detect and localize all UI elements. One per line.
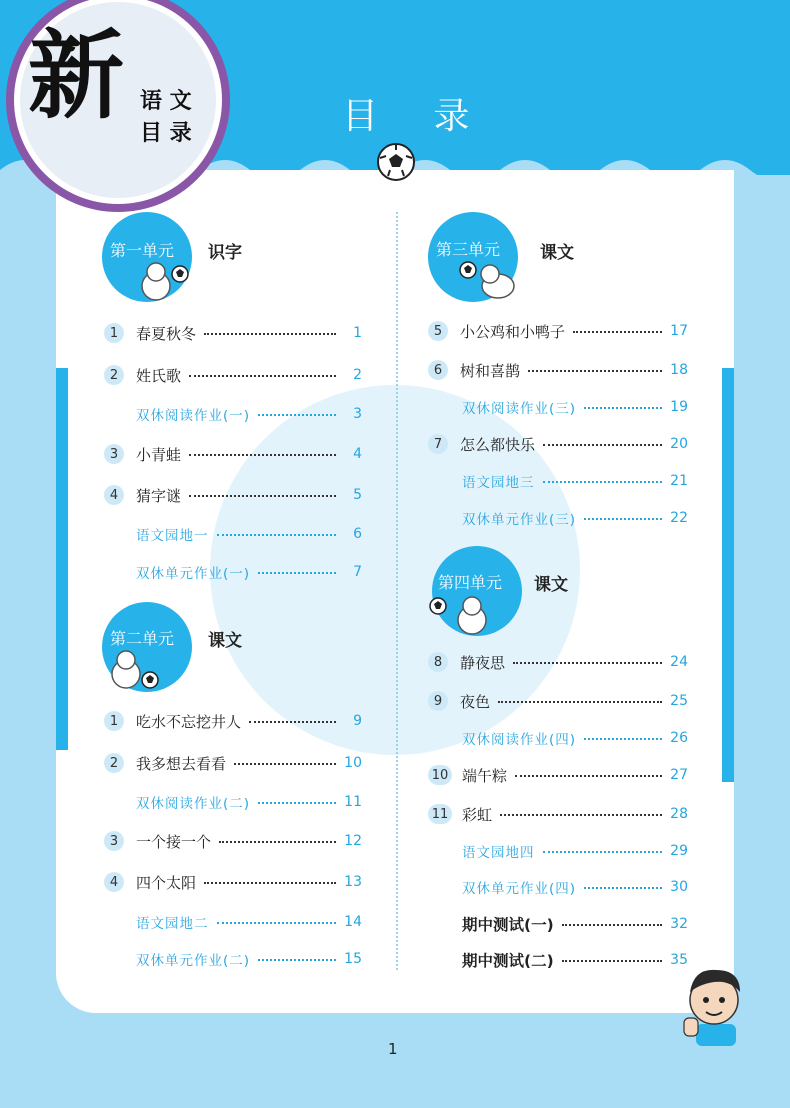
dot-leader — [258, 949, 336, 961]
toc-entry[interactable] — [104, 752, 362, 774]
lesson-title: 吃水不忘挖井人 — [136, 712, 242, 731]
dot-leader — [189, 444, 336, 456]
unit-4-label: 第四单元 — [438, 573, 503, 592]
lesson-number: 2 — [104, 365, 124, 385]
toc-entry[interactable] — [462, 840, 688, 862]
dot-leader — [498, 691, 662, 703]
lesson-title: 彩虹 — [462, 805, 493, 824]
page-ref: 14 — [344, 914, 362, 930]
lesson-title: 语文园地四 — [462, 845, 535, 861]
dot-leader — [217, 912, 337, 924]
lesson-number: 4 — [104, 872, 124, 892]
lesson-title: 春夏秋冬 — [136, 324, 197, 343]
lesson-title: 双休单元作业(四) — [462, 881, 577, 897]
page-ref: 29 — [670, 843, 688, 859]
dot-leader — [249, 711, 336, 723]
dot-leader — [234, 753, 336, 765]
page-ref: 1 — [353, 325, 362, 341]
unit-3-subtitle: 课文 — [540, 243, 574, 263]
dot-leader — [217, 524, 337, 536]
page-ref: 11 — [344, 794, 362, 810]
toc-entry[interactable] — [104, 830, 362, 852]
lesson-title: 语文园地三 — [462, 475, 535, 491]
dot-leader — [189, 365, 336, 377]
page-ref: 12 — [344, 833, 362, 849]
boy-mascot-icon — [680, 962, 750, 1046]
dot-leader — [258, 404, 336, 416]
lesson-title: 端午粽 — [462, 766, 508, 785]
lesson-title: 小公鸡和小鸭子 — [460, 322, 566, 341]
dot-leader — [584, 877, 662, 889]
toc-entry[interactable] — [104, 710, 362, 732]
toc-entry[interactable] — [462, 949, 688, 971]
toc-entry[interactable] — [136, 911, 362, 933]
toc-entry[interactable] — [462, 727, 688, 749]
dot-leader — [258, 792, 336, 804]
lesson-title: 我多想去看看 — [136, 754, 227, 773]
toc-entry[interactable] — [104, 871, 362, 893]
lesson-title: 双休阅读作业(三) — [462, 401, 577, 417]
dot-leader — [528, 360, 662, 372]
dot-leader — [500, 804, 662, 816]
toc-entry[interactable] — [136, 561, 362, 583]
page-ref: 27 — [670, 767, 688, 783]
page-ref: 4 — [353, 446, 362, 462]
dot-leader — [515, 765, 662, 777]
dot-leader — [204, 323, 336, 335]
dot-leader — [584, 508, 662, 520]
lesson-number: 1 — [104, 711, 124, 731]
lesson-title: 期中测试(一) — [462, 916, 554, 934]
toc-entry[interactable] — [136, 403, 362, 425]
lesson-number: 5 — [428, 321, 448, 341]
lesson-title: 双休单元作业(三) — [462, 512, 577, 528]
unit-4-subtitle: 课文 — [534, 575, 568, 595]
lesson-title: 双休单元作业(二) — [136, 953, 251, 969]
lesson-title: 期中测试(二) — [462, 952, 554, 970]
lesson-title: 小青蛙 — [136, 445, 182, 464]
page-ref: 25 — [670, 693, 688, 709]
page-ref: 19 — [670, 399, 688, 415]
page-ref: 35 — [670, 952, 688, 968]
toc-entry[interactable] — [462, 913, 688, 935]
page-ref: 26 — [670, 730, 688, 746]
page-ref: 21 — [670, 473, 688, 489]
page-ref: 10 — [344, 755, 362, 771]
badge-line2: 目 录 — [140, 121, 192, 146]
page-ref: 7 — [353, 564, 362, 580]
soccer-ball-icon — [376, 142, 416, 182]
toc-entry[interactable] — [136, 791, 362, 813]
lesson-title: 静夜思 — [460, 653, 506, 672]
dot-leader — [562, 914, 662, 926]
dot-leader — [543, 434, 662, 446]
page-ref: 2 — [353, 367, 362, 383]
lesson-number: 2 — [104, 753, 124, 773]
dot-leader — [189, 485, 336, 497]
page-ref: 5 — [353, 487, 362, 503]
right-accent-bar — [722, 368, 734, 782]
lesson-title: 夜色 — [460, 692, 491, 711]
page-ref: 24 — [670, 654, 688, 670]
lesson-title: 双休阅读作业(四) — [462, 732, 577, 748]
dot-leader — [219, 831, 336, 843]
lesson-number: 4 — [104, 485, 124, 505]
unit-1-subtitle: 识字 — [208, 243, 242, 263]
toc-entry[interactable] — [136, 523, 362, 545]
page-ref: 13 — [344, 874, 362, 890]
dot-leader — [543, 471, 663, 483]
lesson-title: 猜字谜 — [136, 486, 182, 505]
lesson-number: 1 — [104, 323, 124, 343]
lesson-title: 语文园地一 — [136, 528, 209, 544]
toc-entry[interactable] — [428, 651, 688, 673]
column-divider — [396, 212, 398, 970]
lesson-number: 10 — [428, 765, 452, 785]
lesson-title: 双休阅读作业(二) — [136, 796, 251, 812]
page-ref: 20 — [670, 436, 688, 452]
toc-entry[interactable] — [462, 876, 688, 898]
toc-entry[interactable] — [462, 470, 688, 492]
badge-character: 新 — [28, 19, 124, 132]
lesson-title: 姓氏歌 — [136, 366, 182, 385]
dot-leader — [204, 872, 336, 884]
unit-2-label: 第二单元 — [110, 629, 175, 648]
dot-leader — [584, 728, 662, 740]
lesson-title: 四个太阳 — [136, 873, 197, 892]
lesson-title: 双休单元作业(一) — [136, 566, 251, 582]
dinosaur-mascot-icon — [428, 592, 494, 638]
lesson-number: 9 — [428, 691, 448, 711]
dot-leader — [573, 321, 662, 333]
toc-entry[interactable] — [428, 320, 688, 342]
dot-leader — [562, 950, 662, 962]
page-ref: 30 — [670, 879, 688, 895]
page-ref: 28 — [670, 806, 688, 822]
lesson-number: 7 — [428, 434, 448, 454]
lesson-title: 双休阅读作业(一) — [136, 408, 251, 424]
dinosaur-mascot-icon — [456, 258, 522, 304]
dinosaur-mascot-icon — [104, 646, 164, 692]
toc-entry[interactable] — [428, 359, 688, 381]
lesson-number: 6 — [428, 360, 448, 380]
toc-entry[interactable] — [428, 690, 688, 712]
page-ref: 22 — [670, 510, 688, 526]
lesson-title: 一个接一个 — [136, 832, 212, 851]
page-ref: 6 — [353, 526, 362, 542]
toc-entry[interactable] — [428, 764, 688, 786]
page-ref: 32 — [670, 916, 688, 932]
lesson-title: 树和喜鹊 — [460, 361, 521, 380]
toc-entry[interactable] — [428, 433, 688, 455]
lesson-number: 8 — [428, 652, 448, 672]
page-ref: 3 — [353, 406, 362, 422]
dinosaur-mascot-icon — [132, 258, 192, 304]
page-ref: 15 — [344, 951, 362, 967]
dot-leader — [258, 562, 336, 574]
left-accent-bar — [56, 368, 68, 750]
page-title: 目 录 — [342, 96, 492, 137]
page-ref: 18 — [670, 362, 688, 378]
toc-entry[interactable] — [104, 364, 362, 386]
lesson-number: 3 — [104, 444, 124, 464]
toc-entry[interactable] — [462, 507, 688, 529]
toc-entry[interactable] — [104, 322, 362, 344]
lesson-title: 语文园地二 — [136, 916, 209, 932]
unit-2-subtitle: 课文 — [208, 631, 242, 651]
toc-entry[interactable] — [104, 484, 362, 506]
lesson-number: 11 — [428, 804, 452, 824]
page-number: 1 — [388, 1040, 398, 1058]
dot-leader — [513, 652, 662, 664]
lesson-number: 3 — [104, 831, 124, 851]
unit-1-label: 第一单元 — [110, 241, 175, 260]
dot-leader — [584, 397, 662, 409]
toc-entry[interactable] — [462, 396, 688, 418]
toc-entry[interactable] — [136, 948, 362, 970]
unit-3-label: 第三单元 — [436, 240, 501, 259]
badge-line1: 语 文 — [140, 89, 192, 114]
toc-entry[interactable] — [104, 443, 362, 465]
dot-leader — [543, 841, 663, 853]
page-ref: 17 — [670, 323, 688, 339]
page-ref: 9 — [353, 713, 362, 729]
lesson-title: 怎么都快乐 — [460, 435, 536, 454]
toc-entry[interactable] — [428, 803, 688, 825]
